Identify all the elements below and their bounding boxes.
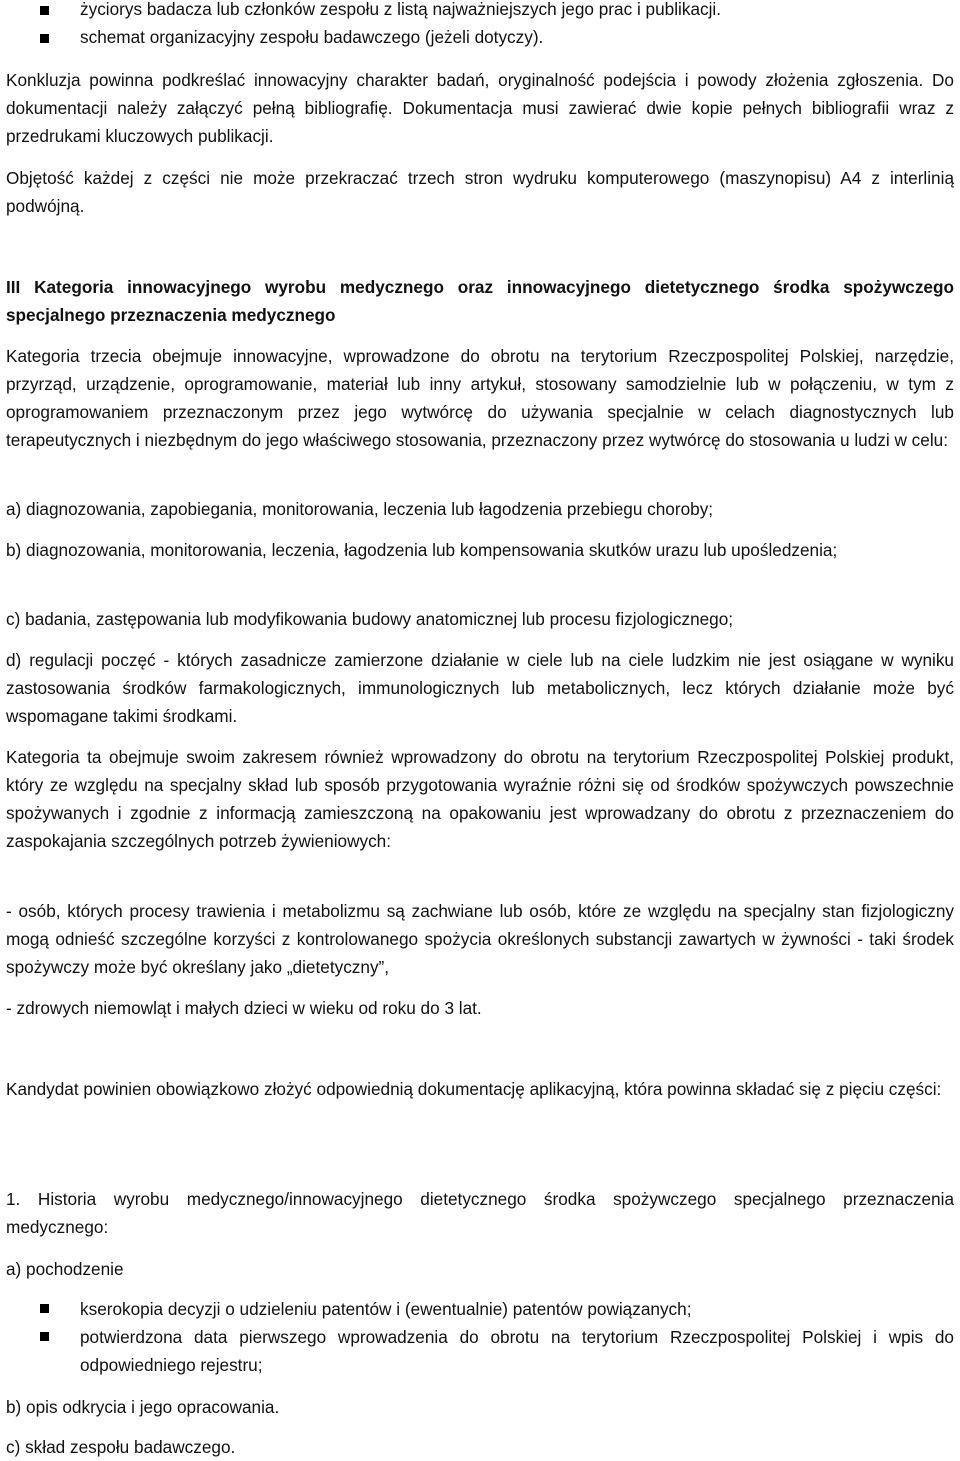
bullet-item: potwierdzona data pierwszego wprowadzenia do obrotu na terytorium Rzeczpospolitej Polskiej i wpis do odpowiedniego rejestru; [80, 1327, 954, 1375]
paragraph-kategoria-trzecia: Kategoria trzecia obejmuje innowacyjne, wprowadzone do obrotu na terytorium Rzeczpospolitej Polskiej, narzędzie, przyrząd, urządzenie, oprogramowanie, materiał lub inny artykuł, stosowany samodzielnie lub w połączeniu, w tym z oprogramowaniem przeznaczonym przez jego wytwórcę do używania specjalnie w celach diagnostycznych lub terapeutycznych i niezbędnym do jego właściwego stosowania, przeznaczony przez wytwórcę do stosowania u ludzi w celu: [6, 346, 954, 450]
bullet-square-icon [40, 1304, 49, 1313]
bullet-square-icon [40, 6, 49, 15]
paragraph-historia: 1. Historia wyrobu medycznego/innowacyjnego dietetycznego środka spożywczego specjalnego przeznaczenia medycznego: [6, 1189, 954, 1237]
list-item-b: b) diagnozowania, monitorowania, leczenia, łagodzenia lub kompensowania skutków urazu lub upośledzenia; [6, 540, 838, 560]
section-heading: III Kategoria innowacyjnego wyrobu medycznego oraz innowacyjnego dietetycznego środka spożywczego specjalnego przeznaczenia medycznego [6, 277, 954, 325]
dash-item: - zdrowych niemowląt i małych dzieci w wieku od roku do 3 lat. [6, 998, 482, 1018]
dash-item: - osób, których procesy trawienia i metabolizmu są zachwiane lub osób, które ze względu na specjalny stan fizjologiczny mogą odnieść szczególne korzyści z kontrolowanego spożycia określonych substancji zawartych w żywności - taki środek spożywczy może być określany jako „dietetyczny”, [6, 901, 954, 977]
bullet-square-icon [40, 34, 49, 43]
item-opis: b) opis odkrycia i jego opracowania. [6, 1397, 280, 1417]
bullet-item: schemat organizacyjny zespołu badawczego (jeżeli dotyczy). [80, 27, 544, 47]
item-sklad: c) skład zespołu badawczego. [6, 1437, 236, 1457]
list-item-a: a) diagnozowania, zapobiegania, monitorowania, leczenia lub łagodzenia przebiegu choroby; [6, 499, 714, 519]
paragraph-objetosc: Objętość każdej z części nie może przekraczać trzech stron wydruku komputerowego (maszynopisu) A4 z interlinią podwójną. [6, 168, 954, 216]
list-item-d: d) regulacji poczęć - których zasadnicze zamierzone działanie w ciele lub na ciele ludzkim nie jest osiągane w wyniku zastosowania środków farmakologicznych, immunologicznych lub metabolicznych, lecz których działanie może być wspomagane takimi środkami. [6, 650, 954, 726]
paragraph-konkluzja: Konkluzja powinna podkreślać innowacyjny charakter badań, oryginalność podejścia i powody złożenia zgłoszenia. Do dokumentacji należy załączyć pełną bibliografię. Dokumentacja musi zawierać dwie kopie pełnych bibliografii wraz z przedrukami kluczowych publikacji. [6, 70, 954, 146]
bullet-square-icon [40, 1332, 49, 1341]
bullet-item: kserokopia decyzji o udzieleniu patentów i (ewentualnie) patentów powiązanych; [80, 1299, 692, 1319]
bullet-item: życiorys badacza lub członków zespołu z listą najważniejszych jego prac i publikacji. [80, 0, 722, 19]
paragraph-kandydat: Kandydat powinien obowiązkowo złożyć odpowiednią dokumentację aplikacyjną, która powinna składać się z pięciu części: [6, 1079, 942, 1099]
list-item-c: c) badania, zastępowania lub modyfikowania budowy anatomicznej lub procesu fizjologicznego; [6, 609, 734, 629]
subheading-pochodzenie: a) pochodzenie [6, 1259, 124, 1279]
paragraph-kategoria-ta: Kategoria ta obejmuje swoim zakresem również wprowadzony do obrotu na terytorium Rzeczpospolitej Polskiej produkt, który ze względu na specjalny skład lub sposób przygotowania wyraźnie różni się od środków spożywczych powszechnie spożywanych i zgodnie z informacją zamieszczoną na opakowaniu jest wprowadzany do obrotu z przeznaczeniem do zaspokajania szczególnych potrzeb żywieniowych: [6, 747, 954, 851]
